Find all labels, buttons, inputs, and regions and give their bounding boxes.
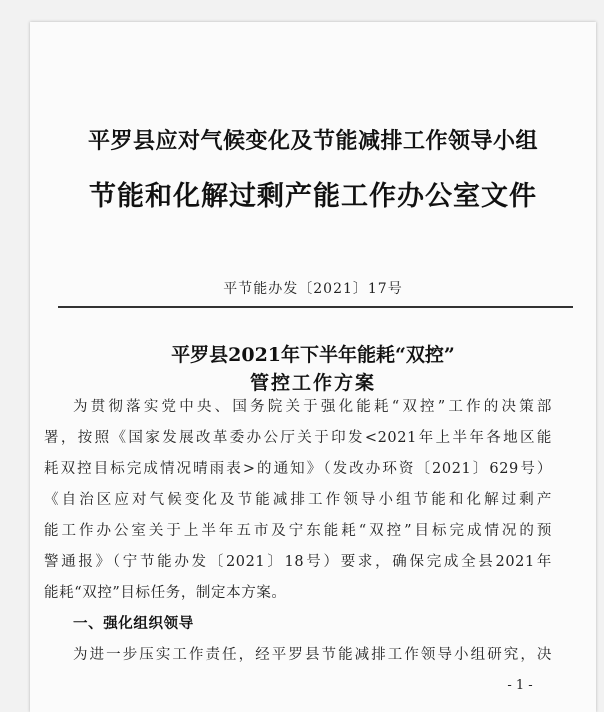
body-line: 能工作办公室关于上半年五市及宁东能耗“双控”目标完成情况的预 bbox=[44, 523, 552, 539]
header-divider bbox=[58, 306, 573, 308]
title-line-2: 管控工作方案 bbox=[249, 372, 376, 394]
title-line-1: 平罗县2021年下半年能耗“双控” bbox=[171, 344, 455, 366]
body-line: 能耗“双控”目标任务，制定本方案。 bbox=[44, 585, 287, 601]
document-number: 平节能办发〔2021〕17号 bbox=[223, 281, 403, 297]
document-body bbox=[44, 392, 552, 671]
section-heading: 一、强化组织领导 bbox=[73, 616, 194, 632]
page-number: - 1 - bbox=[507, 678, 533, 693]
body-line: 《自治区应对气候变化及节能减排工作领导小组节能和化解过剩产 bbox=[44, 492, 552, 508]
body-line: 署，按照《国家发展改革委办公厅关于印发<2021年上半年各地区能 bbox=[44, 430, 552, 446]
body-line: 耗双控目标完成情况晴雨表>的通知》（发改办环资〔2021〕629号） bbox=[44, 461, 552, 477]
body-line: 警通报》（宁节能办发〔2021〕18号）要求，确保完成全县2021年 bbox=[44, 554, 552, 570]
body-line: 为进一步压实工作责任，经平罗县节能减排工作领导小组研究，决 bbox=[73, 647, 552, 663]
body-line: 为贯彻落实党中央、国务院关于强化能耗“双控”工作的决策部 bbox=[73, 399, 552, 415]
issuer-line-1: 平罗县应对气候变化及节能减排工作领导小组 bbox=[87, 128, 538, 154]
issuer-line-2: 节能和化解过剩产能工作办公室文件 bbox=[89, 181, 537, 212]
